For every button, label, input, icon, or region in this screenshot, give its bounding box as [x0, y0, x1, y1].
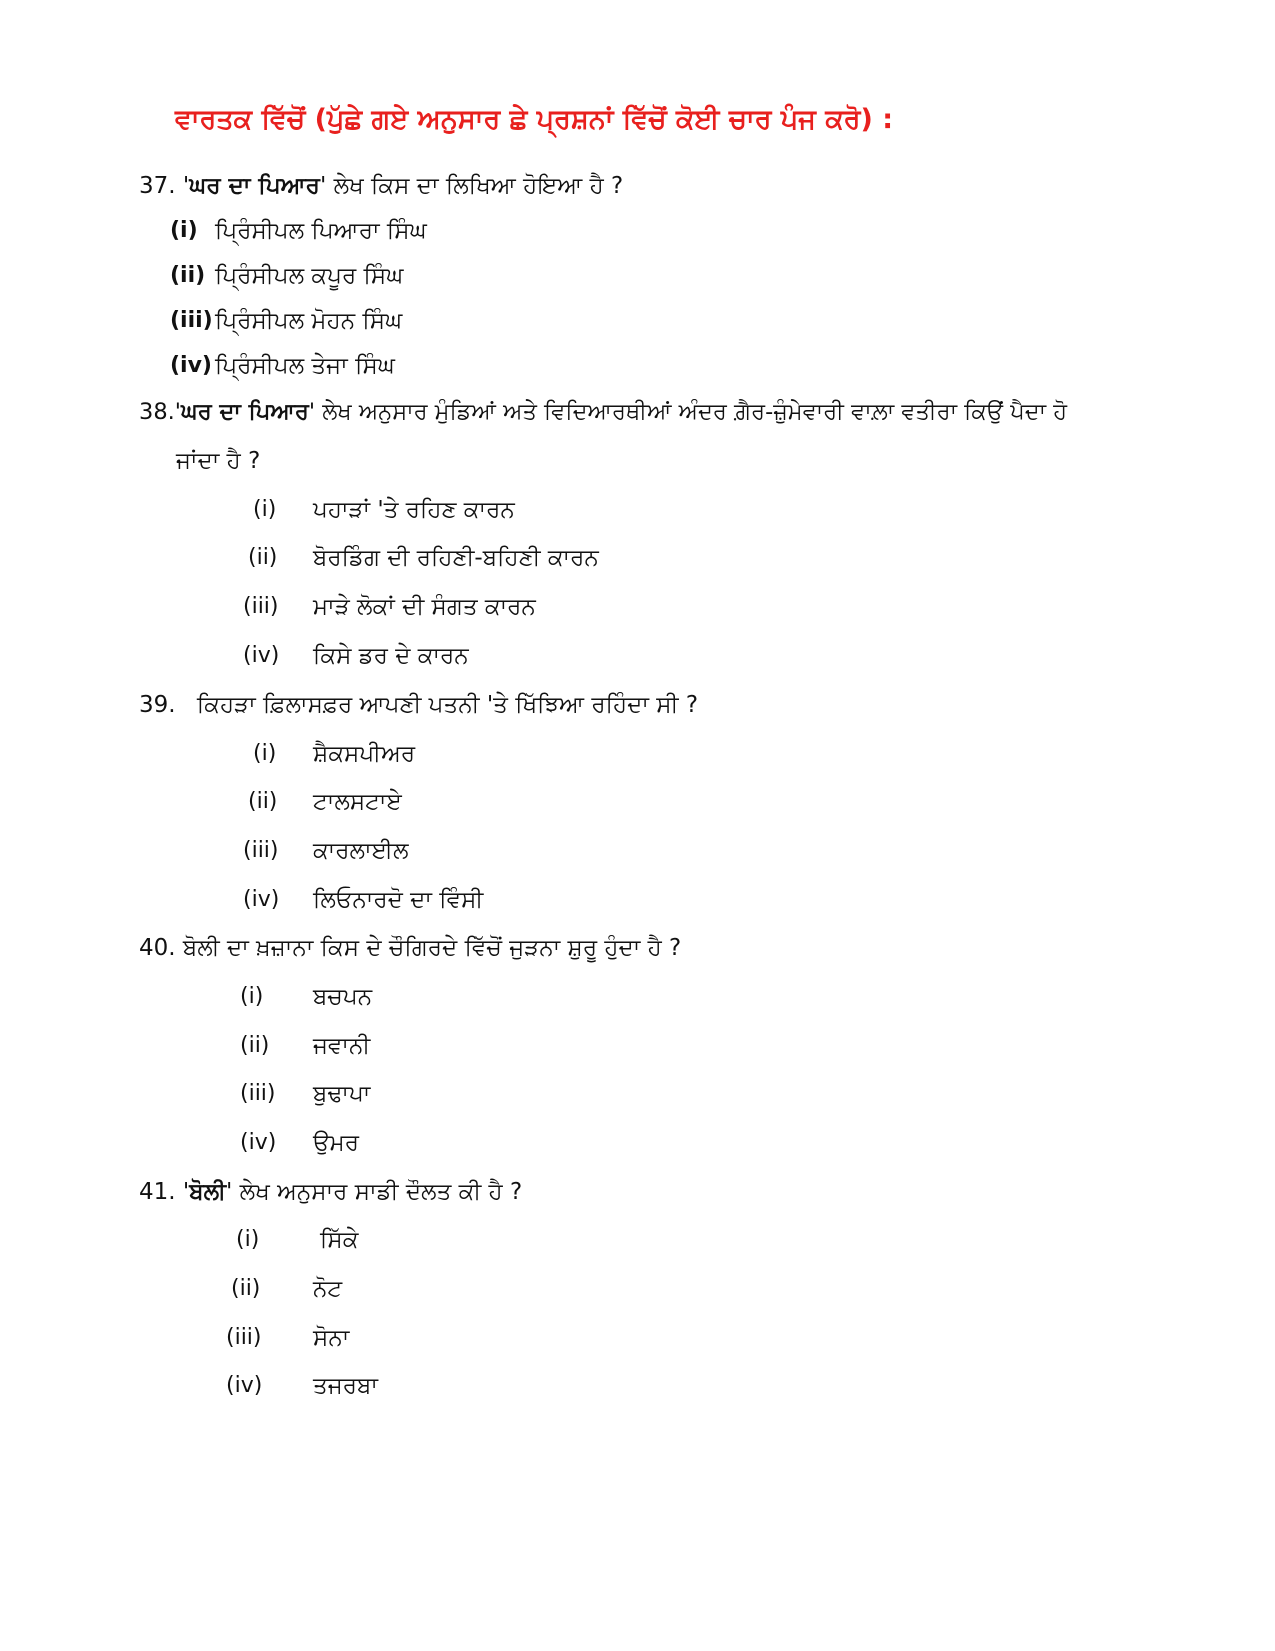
question-39: [139, 689, 698, 721]
option-text: ਪ੍ਰਿੰਸੀਪਲ ਤੇਜਾ ਸਿੰਘ: [215, 353, 395, 379]
question-38-continuation: ਜਾਂਦਾ ਹੈ ?: [176, 448, 261, 474]
question-text: ਲੇਖ ਅਨੁਸਾਰ ਮੁੰਡਿਆਂ ਅਤੇ ਵਿਦਿਆਰਥੀਆਂ ਅੰਦਰ ਗ਼ੈਰ-ਜ਼ੁੰਮੇਵਾਰੀ ਵਾਲ਼ਾ ਵਤੀਰਾ ਕਿਉਂ ਪੈਦਾ ਹੋ: [315, 399, 1068, 425]
essay-title: ਘਰ ਦਾ ਪਿਆਰ: [180, 399, 309, 425]
option-number: (iv): [226, 1373, 263, 1398]
option-text: ਪਹਾੜਾਂ 'ਤੇ ਰਹਿਣ ਕਾਰਨ: [313, 497, 515, 523]
quote-open: ': [182, 173, 190, 199]
quote-close: ': [226, 1179, 233, 1205]
question-40: [139, 932, 681, 964]
option-number: (ii): [240, 1033, 270, 1058]
option-text: ਮਾੜੇ ਲੋਕਾਂ ਦੀ ਸੰਗਤ ਕਾਰਨ: [313, 594, 536, 620]
option-text: ਕਿਸੇ ਡਰ ਦੇ ਕਾਰਨ: [313, 643, 469, 669]
question-37: [139, 170, 623, 202]
question-number: 41.: [139, 1179, 176, 1205]
question-number: 39.: [139, 692, 176, 718]
option-number: (iv): [170, 353, 212, 378]
essay-title: ਘਰ ਦਾ ਪਿਆਰ: [189, 173, 320, 199]
option-number: (iii): [243, 838, 279, 863]
question-number: 38.: [139, 399, 175, 425]
question-38: [139, 396, 1067, 428]
question-text: ਬੋਲੀ ਦਾ ਖ਼ਜ਼ਾਨਾ ਕਿਸ ਦੇ ਚੌਗਿਰਦੇ ਵਿੱਚੋਂ ਜੁੜਨਾ ਸ਼ੁਰੂ ਹੁੰਦਾ ਹੈ ?: [182, 935, 682, 961]
option-text: ਸਿੱਕੇ: [320, 1227, 359, 1253]
option-number: (ii): [231, 1276, 261, 1301]
option-text: ਨੋਟ: [313, 1276, 343, 1302]
section-heading: ਵਾਰਤਕ ਵਿੱਚੋਂ (ਪੁੱਛੇ ਗਏ ਅਨੁਸਾਰ ਛੇ ਪ੍ਰਸ਼ਨਾਂ ਵਿੱਚੋਂ ਕੋਈ ਚਾਰ ਪੰਜ ਕਰੋ) :: [175, 104, 894, 135]
option-number: (iv): [243, 643, 280, 668]
option-number: (i): [170, 218, 198, 243]
option-number: (iii): [243, 594, 279, 619]
question-number: 40.: [139, 935, 176, 961]
quote-close: ': [308, 399, 316, 425]
option-number: (iv): [243, 887, 280, 912]
option-number: (i): [253, 741, 277, 766]
option-number: (i): [236, 1227, 260, 1252]
question-text: ਲੇਖ ਕਿਸ ਦਾ ਲਿਖਿਆ ਹੋਇਆ ਹੈ ?: [326, 173, 624, 199]
option-number: (iii): [240, 1081, 276, 1106]
option-number: (i): [240, 984, 264, 1009]
option-text: ਉਮਰ: [313, 1130, 360, 1156]
quote-open: ': [174, 399, 181, 425]
option-text: ਬੋਰਡਿੰਗ ਦੀ ਰਹਿਣੀ-ਬਹਿਣੀ ਕਾਰਨ: [313, 545, 599, 571]
option-number: (ii): [248, 789, 278, 814]
option-text: ਤਜਰਬਾ: [313, 1373, 378, 1399]
option-text: ਸੋਨਾ: [313, 1325, 350, 1351]
question-41: [139, 1176, 522, 1208]
option-text: ਜਵਾਨੀ: [313, 1033, 371, 1059]
quote-close: ': [319, 173, 327, 199]
option-text: ਪ੍ਰਿੰਸੀਪਲ ਕਪੂਰ ਸਿੰਘ: [215, 263, 404, 289]
option-number: (i): [253, 497, 277, 522]
option-text: ਬੁਢਾਪਾ: [313, 1081, 371, 1107]
option-number: (iii): [226, 1325, 262, 1350]
option-text: ਪ੍ਰਿੰਸੀਪਲ ਮੋਹਨ ਸਿੰਘ: [215, 308, 403, 334]
question-text: ਲੇਖ ਅਨੁਸਾਰ ਸਾਡੀ ਦੌਲਤ ਕੀ ਹੈ ?: [232, 1179, 523, 1205]
option-number: (iii): [170, 308, 213, 333]
option-number: (ii): [248, 545, 278, 570]
essay-title: ਬੋਲੀ: [189, 1179, 227, 1205]
option-text: ਬਚਪਨ: [313, 984, 373, 1010]
option-text: ਲਿਓਨਾਰਦੋ ਦਾ ਵਿੰਸੀ: [313, 887, 484, 913]
option-number: (iv): [240, 1130, 277, 1155]
option-number: (ii): [170, 263, 206, 288]
question-number: 37.: [139, 173, 176, 199]
quote-open: ': [182, 1179, 190, 1205]
option-text: ਪ੍ਰਿੰਸੀਪਲ ਪਿਆਰਾ ਸਿੰਘ: [215, 218, 427, 244]
option-text: ਟਾਲਸਟਾਏ: [313, 789, 402, 815]
option-text: ਸ਼ੈਕਸਪੀਅਰ: [313, 741, 416, 767]
option-text: ਕਾਰਲਾਈਲ: [313, 838, 409, 864]
question-text: ਕਿਹੜਾ ਫ਼ਿਲਾਸਫ਼ਰ ਆਪਣੀ ਪਤਨੀ 'ਤੇ ਖਿੱਝਿਆ ਰਹਿੰਦਾ ਸੀ ?: [196, 692, 699, 718]
